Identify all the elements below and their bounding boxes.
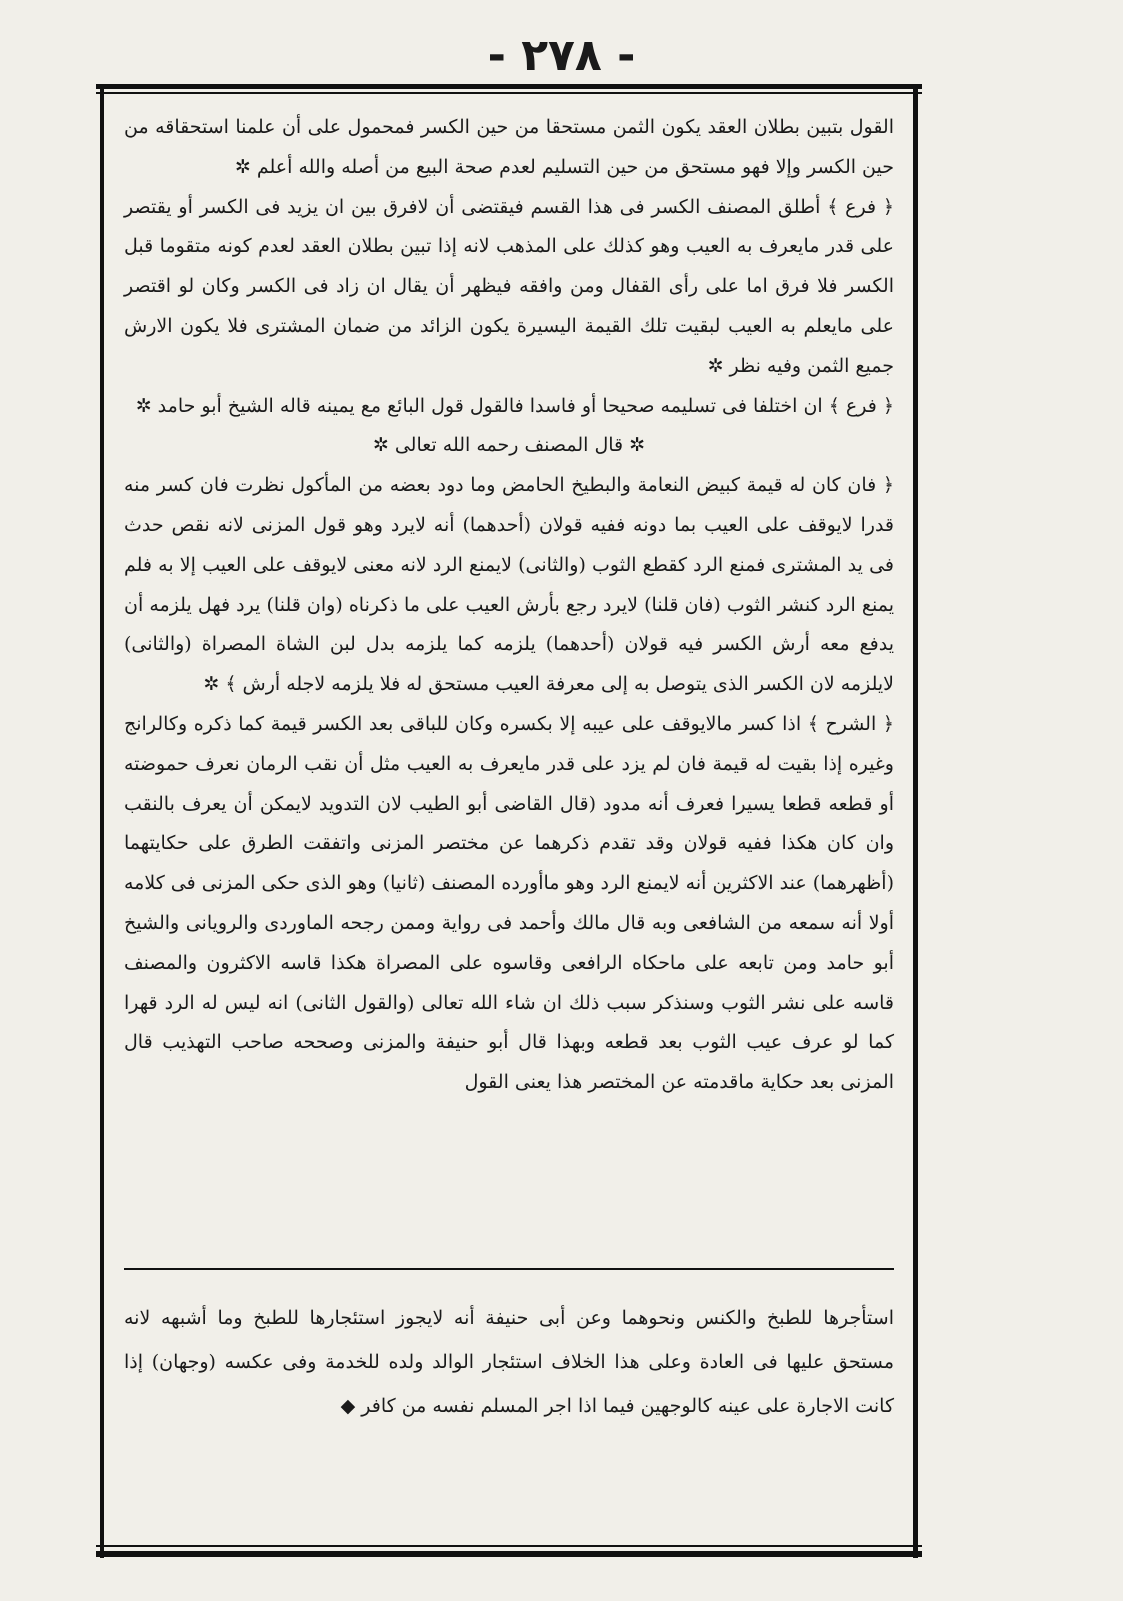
paragraph-branch-2: ﴿ فرع ﴾ ان اختلفا فى تسليمه صحيحا أو فاسدا فالقول قول البائع مع يمينه قاله الشيخ أبو حامد ✲ (135, 394, 894, 417)
footnote-text: استأجرها للطبخ والكنس ونحوهما وعن أبى حنيفة أنه لايجوز استئجارها للطبخ وما أشبهه لانه مستحق عليها فى العادة وعلى هذا الخلاف استئجار الوالد ولده للخدمة وفى عكسه (وجهان) إذا كانت الاجارة على عينه كالوجهين فيما اذا اجر المسلم نفسه من كافر ◆ (124, 1307, 894, 1417)
page-number: - ٢٧٨ - (487, 30, 636, 81)
bottom-border-rule (96, 1545, 922, 1557)
footnote-divider (124, 1268, 894, 1270)
paragraph-sharh: ﴿ الشرح ﴾ اذا كسر مالايوقف على عيبه إلا بكسره وكان للباقى بعد الكسر قيمة كما ذكره وكالرانج وغيره إذا بقيت له قيمة فان لم يزد على قدر مايعرف به العيب مثل أن نقب الرمان نعرف حموضته أو قطعه قطعا يسيرا فعرف أنه مدود (قال القاضى أبو الطيب لان التدويد لايمكن أن يعرف بالنقب وان كان هكذا ففيه قولان وقد تقدم ذكرهما عن مختصر المزنى واتفقت الطرق على حكايتهما (أظهرهما) عند الاكثرين أنه لايمنع الرد وهو ماأورده المصنف (ثانيا) وهو الذى حكى المزنى فى كلامه أولا أنه سمعه من الشافعى وبه قال مالك وأحمد فى رواية وممن رجحه الماوردى والرويانى والشيخ أبو حامد ومن تابعه على ماحكاه الرافعى وقاسوه على المصراة هكذا قاسه الاكثرون والمصنف قاسه على نشر الثوب وسنذكر سبب ذلك ان شاء الله تعالى (والقول الثانى) انه ليس له الرد قهرا كما لو عرف عيب الثوب بعد قطعه وبهذا قال أبو حنيفة والمزنى وصححه صاحب التهذيب قال المزنى بعد حكاية ماقدمته عن المختصر هذا يعنى القول (124, 712, 894, 1094)
author-heading: ✲ قال المصنف رحمه الله تعالى ✲ (372, 434, 646, 457)
paragraph-branch-1: ﴿ فرع ﴾ أطلق المصنف الكسر فى هذا القسم فيقتضى أن لافرق بين ان يزيد فى الكسر أو يقتصر على قدر مايعرف به العيب وهو كذلك على المذهب لانه إذا تبين بطلان العقد لعدم كونه متقوما قبل الكسر فلا فرق اما على رأى القفال ومن وافقه فيظهر أن يقال ان زاد فى الكسر وكان لو اقتصر على مايعلم به العيب لبقيت تلك القيمة اليسيرة يكون الزائد من ضمان المشترى فلا يكون الارش جميع الثمن وفيه نظر ✲ (124, 195, 894, 377)
paragraph-1: القول بتبين بطلان العقد يكون الثمن مستحقا من حين الكسر فمحمول على أن علمنا استحقاقه من حين الكسر وإلا فهو مستحق من حين التسليم لعدم صحة البيع من أصله والله أعلم ✲ (124, 116, 894, 178)
paragraph-matn: ﴿ فان كان له قيمة كبيض النعامة والبطيخ الحامض وما دود بعضه من المأكول نظرت فان كسر منه قدرا لايوقف على العيب بما دونه ففيه قولان (أحدهما) أنه لايرد وهو قول المزنى لانه نقص حدث فى يد المشترى فمنع الرد كقطع الثوب (والثانى) لايمنع الرد لانه معنى لايوقف على العيب إلا به فلم يمنع الرد كنشر الثوب (فان قلنا) لايرد رجع بأرش العيب على ما ذكرناه (وان قلنا) يرد فهل يلزمه أن يدفع معه أرش الكسر فيه قولان (أحدهما) يلزمه كما يلزمه بدل لبن الشاة المصراة (والثانى) لايلزمه لان الكسر الذى يتوصل به إلى معرفة العيب مستحق له فلا يلزمه لاجله أرش ﴾ ✲ (124, 474, 894, 696)
